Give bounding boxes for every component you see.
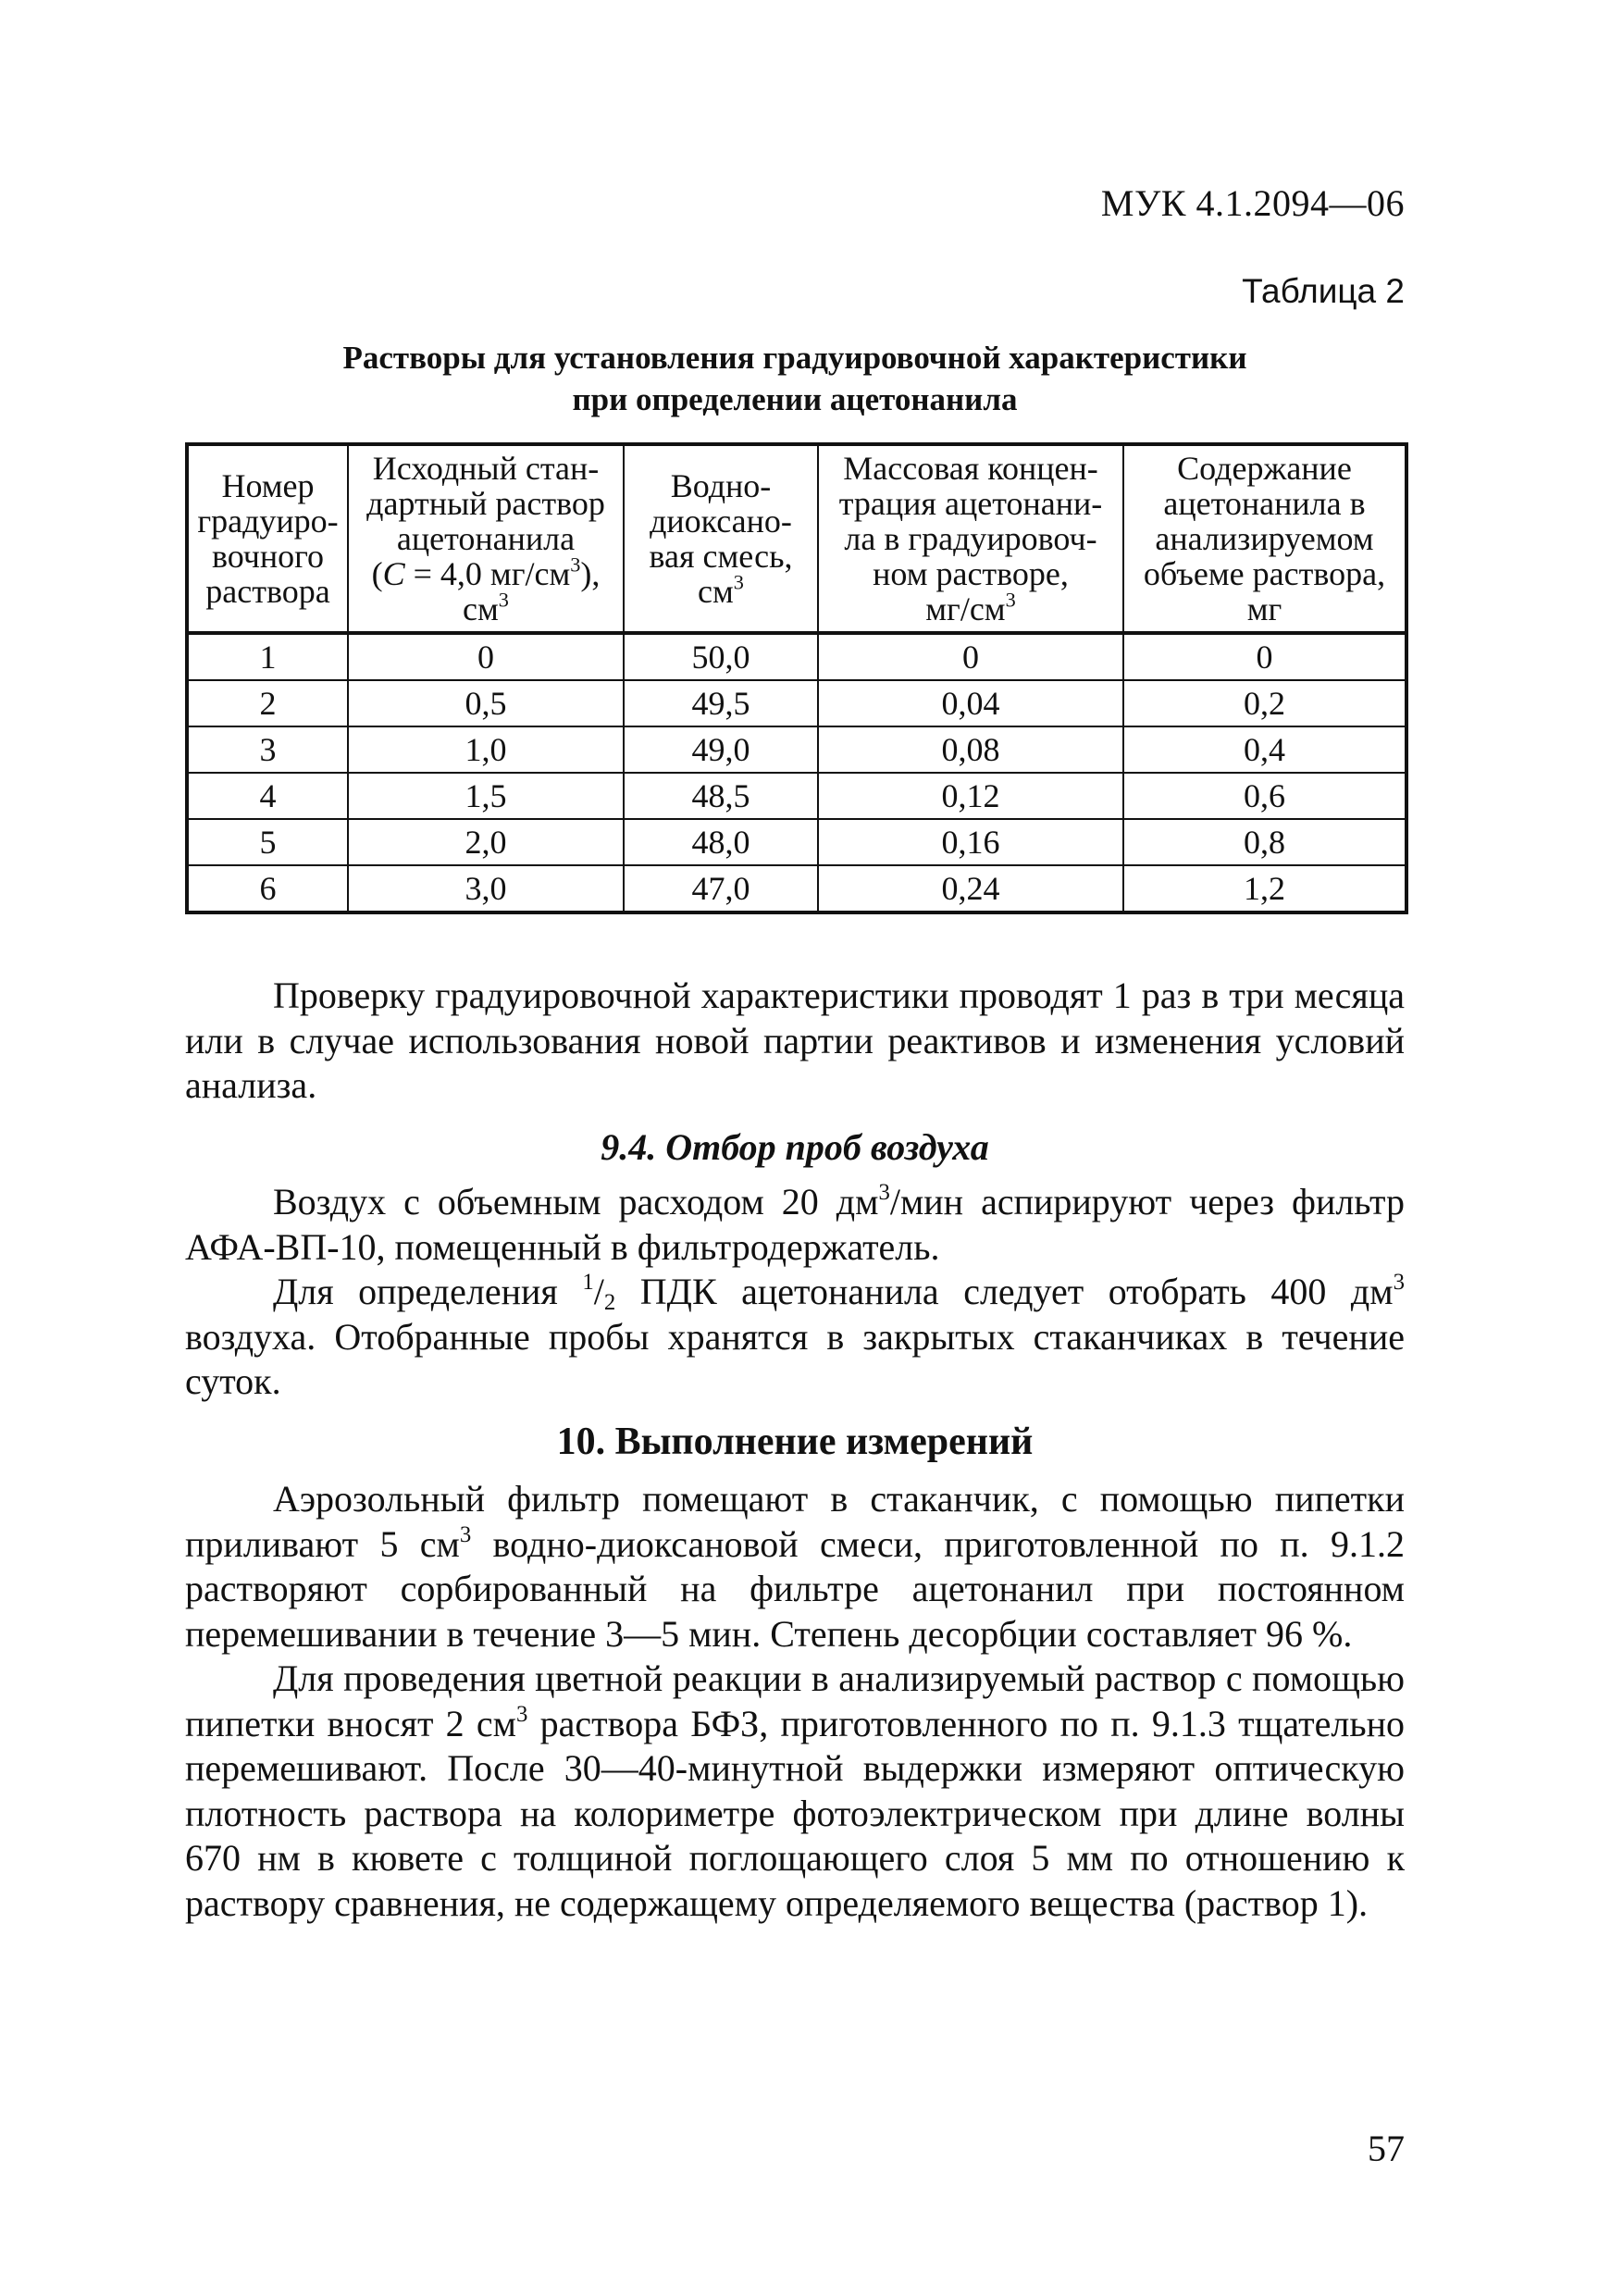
cell-mix-volume: 48,0 — [624, 819, 818, 865]
table-title-line1: Растворы для установления градуировочной характеристики — [342, 340, 1247, 376]
paragraph: Для определения $^1/_2$ ПДК ацетонанила следует отобрать 400 $дм^3$ воздуха. Отобранные пробы хранятся в закрытых стаканчиках в течение суток. — [185, 1269, 1405, 1402]
cell-content: 0,4 — [1123, 726, 1406, 773]
page-number: 57 — [1368, 2128, 1405, 2169]
paragraph: Проверку градуировочной характеристики проводят 1 раз в три месяца или в случае использования новой партии реактивов и изменения условий анализа. — [185, 974, 1405, 1106]
cell-concentration: 0 — [818, 633, 1123, 680]
cell-content: 0 — [1123, 633, 1406, 680]
calibration-check-text — [185, 974, 1405, 1109]
header-solution-number: Номер градуиро- вочного раствора — [187, 444, 348, 633]
table-row — [187, 633, 1406, 680]
table-row — [187, 680, 1406, 726]
cell-solution-number: 4 — [187, 773, 348, 819]
cell-stock-volume: 3,0 — [348, 865, 624, 912]
cell-mix-volume: 49,5 — [624, 680, 818, 726]
cell-solution-number: 5 — [187, 819, 348, 865]
cell-content: 0,6 — [1123, 773, 1406, 819]
cell-mix-volume: 49,0 — [624, 726, 818, 773]
section-10-text — [185, 1477, 1405, 1926]
table-row — [187, 773, 1406, 819]
table-title — [185, 337, 1405, 420]
cell-solution-number: 1 — [187, 633, 348, 680]
cell-stock-volume: 0 — [348, 633, 624, 680]
cell-mix-volume: 47,0 — [624, 865, 818, 912]
cell-solution-number: 6 — [187, 865, 348, 912]
cell-solution-number: 2 — [187, 680, 348, 726]
table-label: Таблица 2 — [1242, 272, 1405, 310]
header-mass-concentration: Массовая концен- трация ацетонани- ла в градуировоч- ном растворе, $мг/см^3$ — [818, 444, 1123, 633]
paragraph: Аэрозольный фильтр помещают в стаканчик, с помощью пипетки приливают 5 $см^3$ водно-диоксановой смеси, приготовленной по п. 9.1.2 растворяют сорбированный на фильтре ацетонанил при постоянном перемешивании в течение 3—5 мин. Степень десорбции составляет 96 %. — [185, 1478, 1405, 1655]
cell-stock-volume: 1,5 — [348, 773, 624, 819]
cell-concentration: 0,24 — [818, 865, 1123, 912]
cell-solution-number: 3 — [187, 726, 348, 773]
table-row — [187, 865, 1406, 912]
paragraph: Для проведения цветной реакции в анализируемый раствор с помощью пипетки вносят 2 $см^3$ раствора БФЗ, приготовленного по п. 9.1.3 тщательно перемешивают. После 30—40-минутной выдержки измеряют оптическую плотность раствора на колориметре фотоэлектрическом при длине волны 670 нм в кювете с толщиной поглощающего слоя 5 мм по отношению к раствору сравнения, не содержащему определяемого вещества (раствор 1). — [185, 1657, 1405, 1924]
cell-concentration: 0,12 — [818, 773, 1123, 819]
header-water-dioxane-mix: Водно- диоксано- вая смесь, $см^3$ — [624, 444, 818, 633]
cell-content: 0,8 — [1123, 819, 1406, 865]
table-row — [187, 819, 1406, 865]
header-content-in-volume: Содержание ацетонанила в анализируемом объеме раствора, мг — [1123, 444, 1406, 633]
cell-stock-volume: 0,5 — [348, 680, 624, 726]
cell-concentration: 0,08 — [818, 726, 1123, 773]
cell-concentration: 0,16 — [818, 819, 1123, 865]
cell-mix-volume: 50,0 — [624, 633, 818, 680]
header-stock-solution: Исходный стан- дартный раствор ацетонанила (С = 4,0 $мг/см^3$), $см^3$ — [348, 444, 624, 633]
table-header-row — [187, 444, 1406, 633]
cell-stock-volume: 1,0 — [348, 726, 624, 773]
calibration-table — [185, 442, 1408, 914]
section-9-4-text — [185, 1180, 1405, 1405]
table-title-line2: при определении ацетонанила — [572, 381, 1018, 417]
cell-content: 0,2 — [1123, 680, 1406, 726]
section-10-heading: 10. Выполнение измерений — [556, 1421, 1034, 1463]
section-9-4-heading: 9.4. Отбор проб воздуха — [601, 1126, 989, 1168]
cell-mix-volume: 48,5 — [624, 773, 818, 819]
document-code: МУК 4.1.2094—06 — [1100, 182, 1405, 224]
paragraph: Воздух с объемным расходом 20 $дм^3$/мин аспирируют через фильтр АФА-ВП-10, помещенный в фильтродержатель. — [185, 1179, 1405, 1268]
table-row — [187, 726, 1406, 773]
cell-concentration: 0,04 — [818, 680, 1123, 726]
cell-stock-volume: 2,0 — [348, 819, 624, 865]
cell-content: 1,2 — [1123, 865, 1406, 912]
